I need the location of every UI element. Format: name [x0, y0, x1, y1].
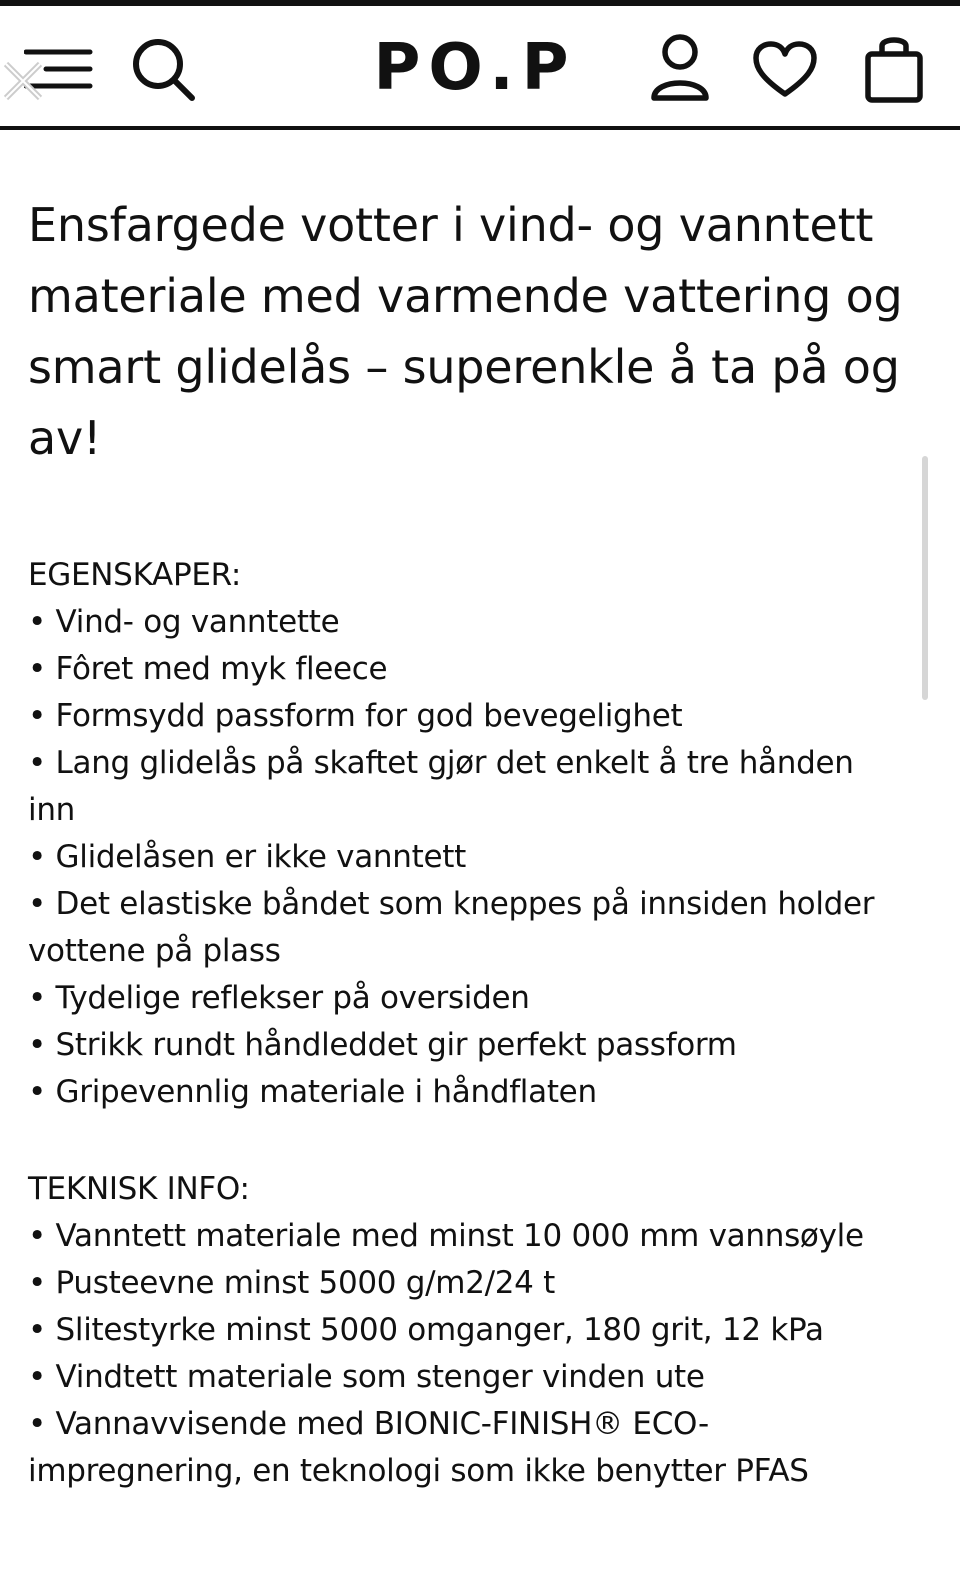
list-item: • Vind- og vanntette: [28, 604, 340, 640]
search-button[interactable]: [130, 36, 200, 106]
site-header: [0, 6, 960, 130]
list-item: • Glidelåsen er ikke vanntett: [28, 839, 466, 875]
technical-title: TEKNISK INFO:: [28, 1171, 250, 1207]
account-button[interactable]: [648, 32, 712, 104]
list-item: • Pusteevne minst 5000 g/m2/24 t: [28, 1265, 556, 1301]
list-item: • Det elastiske båndet som kneppes på innsiden holder vottene på plass: [28, 886, 875, 969]
list-item: • Fôret med myk fleece: [28, 651, 388, 687]
features-title: EGENSKAPER:: [28, 557, 242, 593]
search-icon: [130, 36, 200, 106]
cart-button[interactable]: [864, 32, 924, 104]
product-description: [28, 190, 908, 1495]
features-section: [28, 552, 908, 1116]
list-item: • Vanntett materiale med minst 10 000 mm vannsøyle: [28, 1218, 864, 1254]
scrollbar-thumb[interactable]: [922, 456, 928, 700]
close-button[interactable]: [0, 58, 46, 104]
list-item: • Formsydd passform for god bevegelighet: [28, 698, 683, 734]
technical-section: [28, 1166, 908, 1495]
list-item: • Vindtett materiale som stenger vinden ute: [28, 1359, 705, 1395]
list-item: • Tydelige reflekser på oversiden: [28, 980, 530, 1016]
wishlist-button[interactable]: [752, 40, 818, 100]
user-icon: [648, 32, 712, 104]
list-item: • Lang glidelås på skaftet gjør det enkelt å tre hånden inn: [28, 745, 854, 828]
list-item: • Strikk rundt håndleddet gir perfekt passform: [28, 1027, 737, 1063]
site-logo[interactable]: PO.P: [373, 31, 577, 105]
bag-icon: [864, 32, 924, 104]
list-item: • Slitestyrke minst 5000 omganger, 180 grit, 12 kPa: [28, 1312, 824, 1348]
technical-list: [28, 1213, 908, 1495]
product-headline: Ensfargede votter i vind- og vanntett materiale med varmende vattering og smart glidelås – superenkle å ta på og av!: [28, 198, 903, 465]
features-list: [28, 599, 908, 1116]
list-item: • Gripevennlig materiale i håndflaten: [28, 1074, 597, 1110]
list-item: • Vannavvisende med BIONIC-FINISH® ECO-impregnering, en teknologi som ikke benytter PFAS: [28, 1406, 809, 1489]
heart-icon: [752, 40, 818, 100]
close-icon: [0, 58, 46, 104]
